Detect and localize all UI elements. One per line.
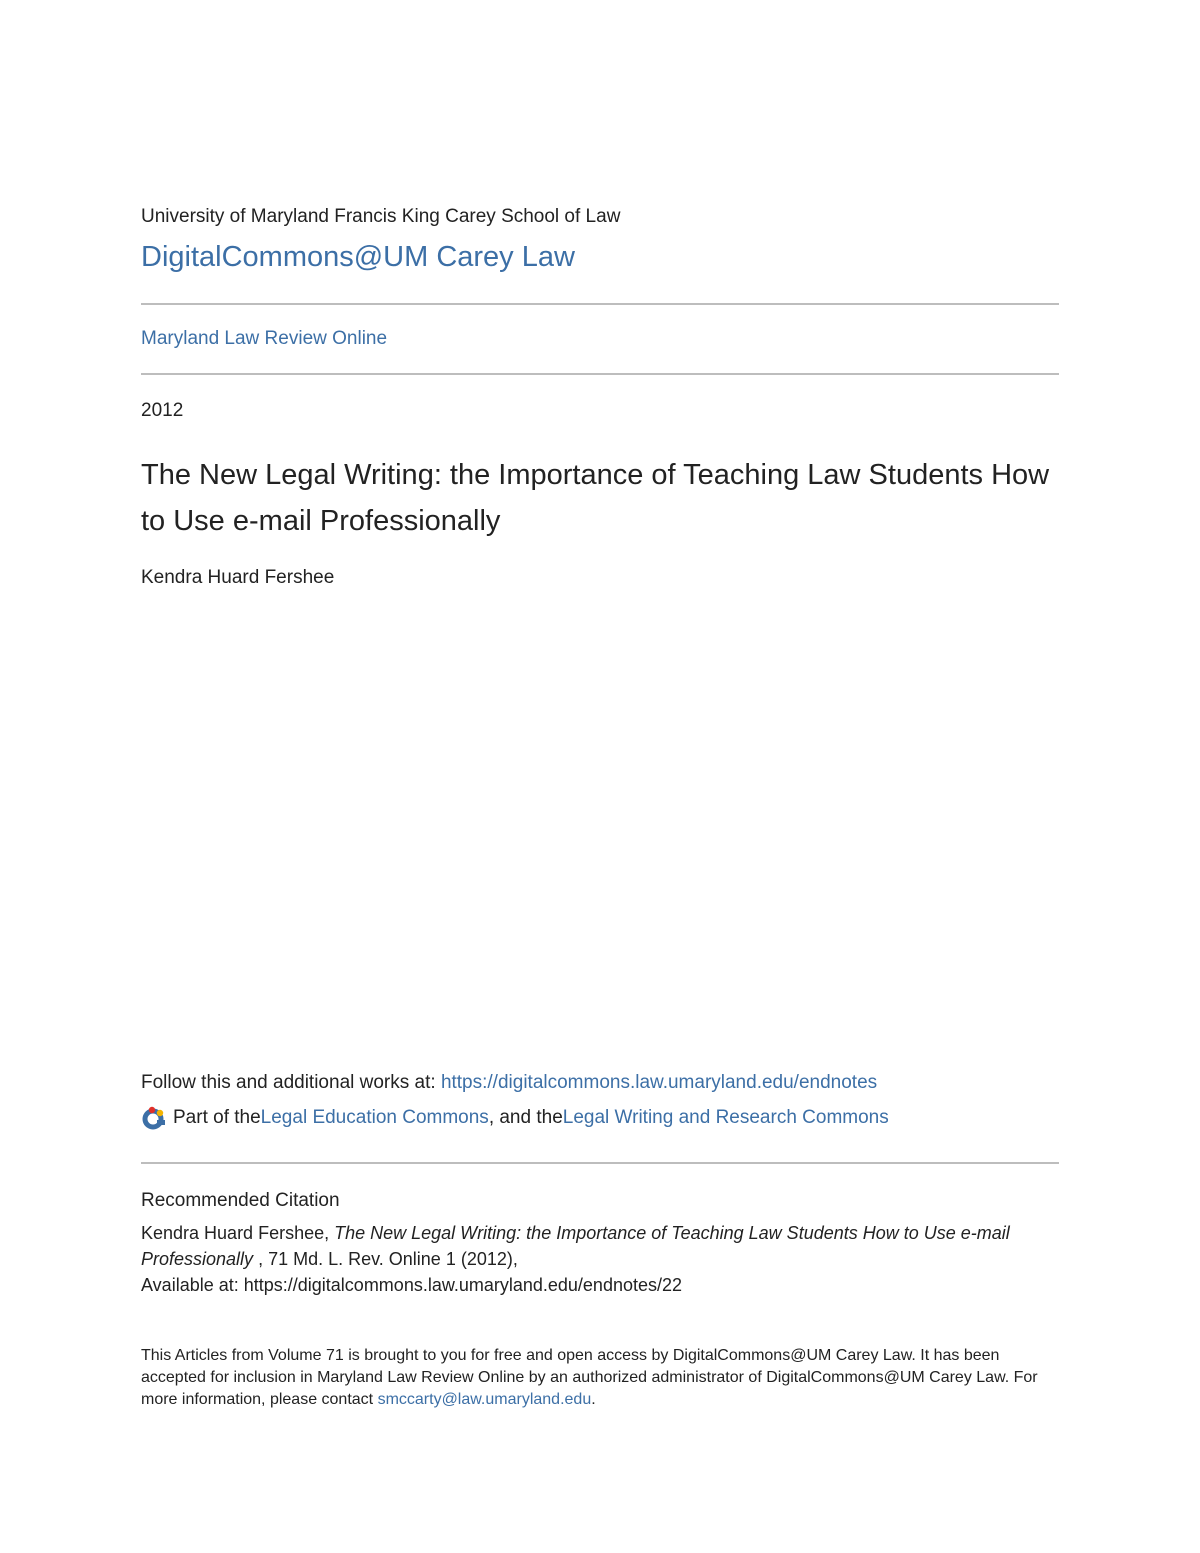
citation-available-url: https://digitalcommons.law.umaryland.edu/endnotes/22: [243, 1275, 683, 1295]
legal-writing-commons-link[interactable]: Legal Writing and Research Commons: [562, 1107, 889, 1128]
recommended-citation-heading: Recommended Citation: [141, 1190, 340, 1211]
contact-email-link[interactable]: smccarty@law.umaryland.edu: [377, 1391, 592, 1408]
repository-link[interactable]: DigitalCommons@UM Carey Law: [141, 241, 575, 273]
cover-page: [141, 0, 1059, 1553]
follow-line: [141, 1072, 877, 1094]
divider: [141, 1162, 1059, 1164]
legal-education-commons-link[interactable]: Legal Education Commons: [260, 1107, 489, 1128]
follow-url-link[interactable]: https://digitalcommons.law.umaryland.edu/endnotes: [440, 1072, 878, 1093]
part-of-line: [141, 1105, 889, 1131]
network-icon: [141, 1105, 167, 1131]
access-notice: [141, 1345, 1059, 1411]
divider: [141, 303, 1059, 305]
divider: [141, 373, 1059, 375]
institution-name: University of Maryland Francis King Carey School of Law: [141, 206, 621, 227]
citation-available-label: Available at:: [141, 1275, 244, 1295]
follow-label: Follow this and additional works at:: [141, 1072, 441, 1093]
part-of-joiner: , and the: [488, 1107, 563, 1128]
article-title: The New Legal Writing: the Importance of Teaching Law Students How to Use e-mail Professionally: [141, 459, 1050, 537]
citation-block: [141, 1220, 1059, 1298]
access-notice-end: .: [591, 1391, 596, 1408]
citation-title: The New Legal Writing: the Importance of Teaching Law Students How to Use e-mail Professionally: [141, 1223, 1010, 1269]
article-author: Kendra Huard Fershee: [141, 567, 335, 588]
citation-author: Kendra Huard Fershee,: [141, 1223, 335, 1243]
publication-year: 2012: [141, 400, 184, 421]
part-of-prefix: Part of the: [173, 1107, 261, 1128]
citation-source: , 71 Md. L. Rev. Online 1 (2012),: [253, 1249, 518, 1269]
series-link[interactable]: Maryland Law Review Online: [141, 328, 388, 349]
access-notice-text: This Articles from Volume 71 is brought to you for free and open access by DigitalCommons@UM Carey Law. It has been accepted for inclusion in Maryland Law Review Online by an authorized administrator of DigitalCommons@UM Carey Law. For more information, please contact: [141, 1347, 1038, 1408]
